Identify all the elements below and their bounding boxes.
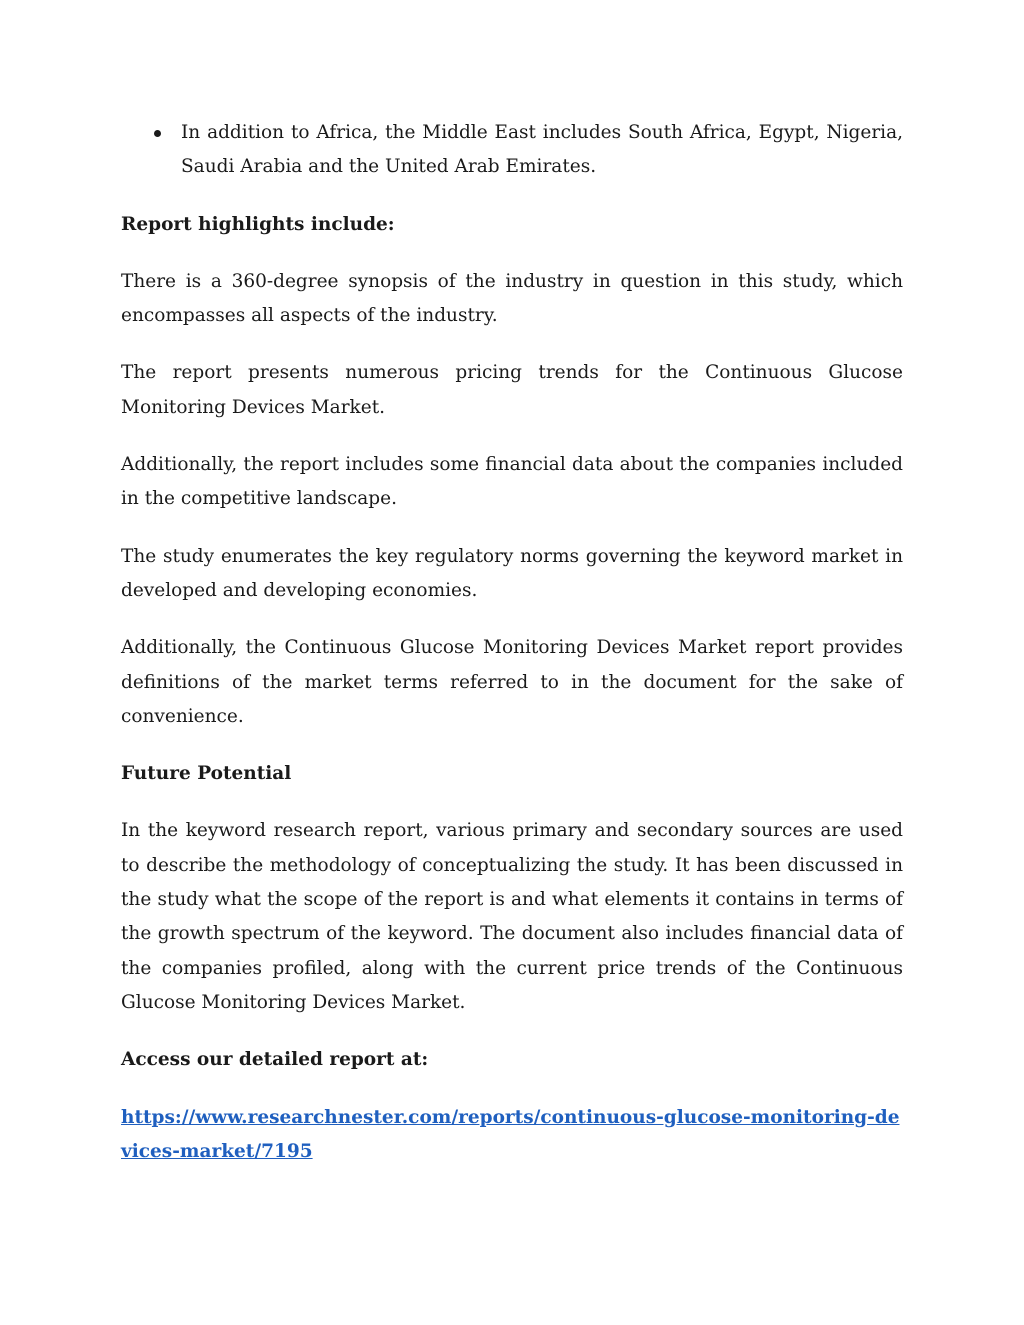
bullet-item [121,116,903,185]
highlight-paragraph: Additionally, the report includes some financial data about the companies included in the competitive landscape. [121,454,903,510]
future-potential-paragraph: In the keyword research report, various primary and secondary sources are used to describe the methodology of conceptualizing the study. It has been discussed in the study what the scope of the report is and what elements it contains in terms of the growth spectrum of the keyword. The document also includes financial data of the companies profiled, along with the current price trends of the Continuous Glucose Monitoring Devices Market. [121,820,903,1013]
region-bullet-list [121,116,903,185]
highlight-paragraph: The study enumerates the key regulatory norms governing the keyword market in developed and developing economies. [121,545,903,601]
bullet-text: In addition to Africa, the Middle East includes South Africa, Egypt, Nigeria, Saudi Arabia and the United Arab Emirates. [181,122,903,178]
access-report-heading: Access our detailed report at: [121,1049,429,1071]
report-link[interactable]: https://www.researchnester.com/reports/continuous-glucose-monitoring-devices-market/7195 [121,1106,900,1162]
highlight-paragraph: There is a 360-degree synopsis of the industry in question in this study, which encompasses all aspects of the industry. [121,270,903,327]
highlight-paragraph: The report presents numerous pricing trends for the Continuous Glucose Monitoring Devices Market. [121,362,903,418]
document-page [121,116,903,1169]
report-highlights-heading: Report highlights include: [121,213,395,235]
highlight-paragraph: Additionally, the Continuous Glucose Monitoring Devices Market report provides definitions of the market terms referred to in the document for the sake of convenience. [121,637,903,727]
bullet-dot-icon [154,130,161,137]
future-potential-heading: Future Potential [121,763,292,785]
